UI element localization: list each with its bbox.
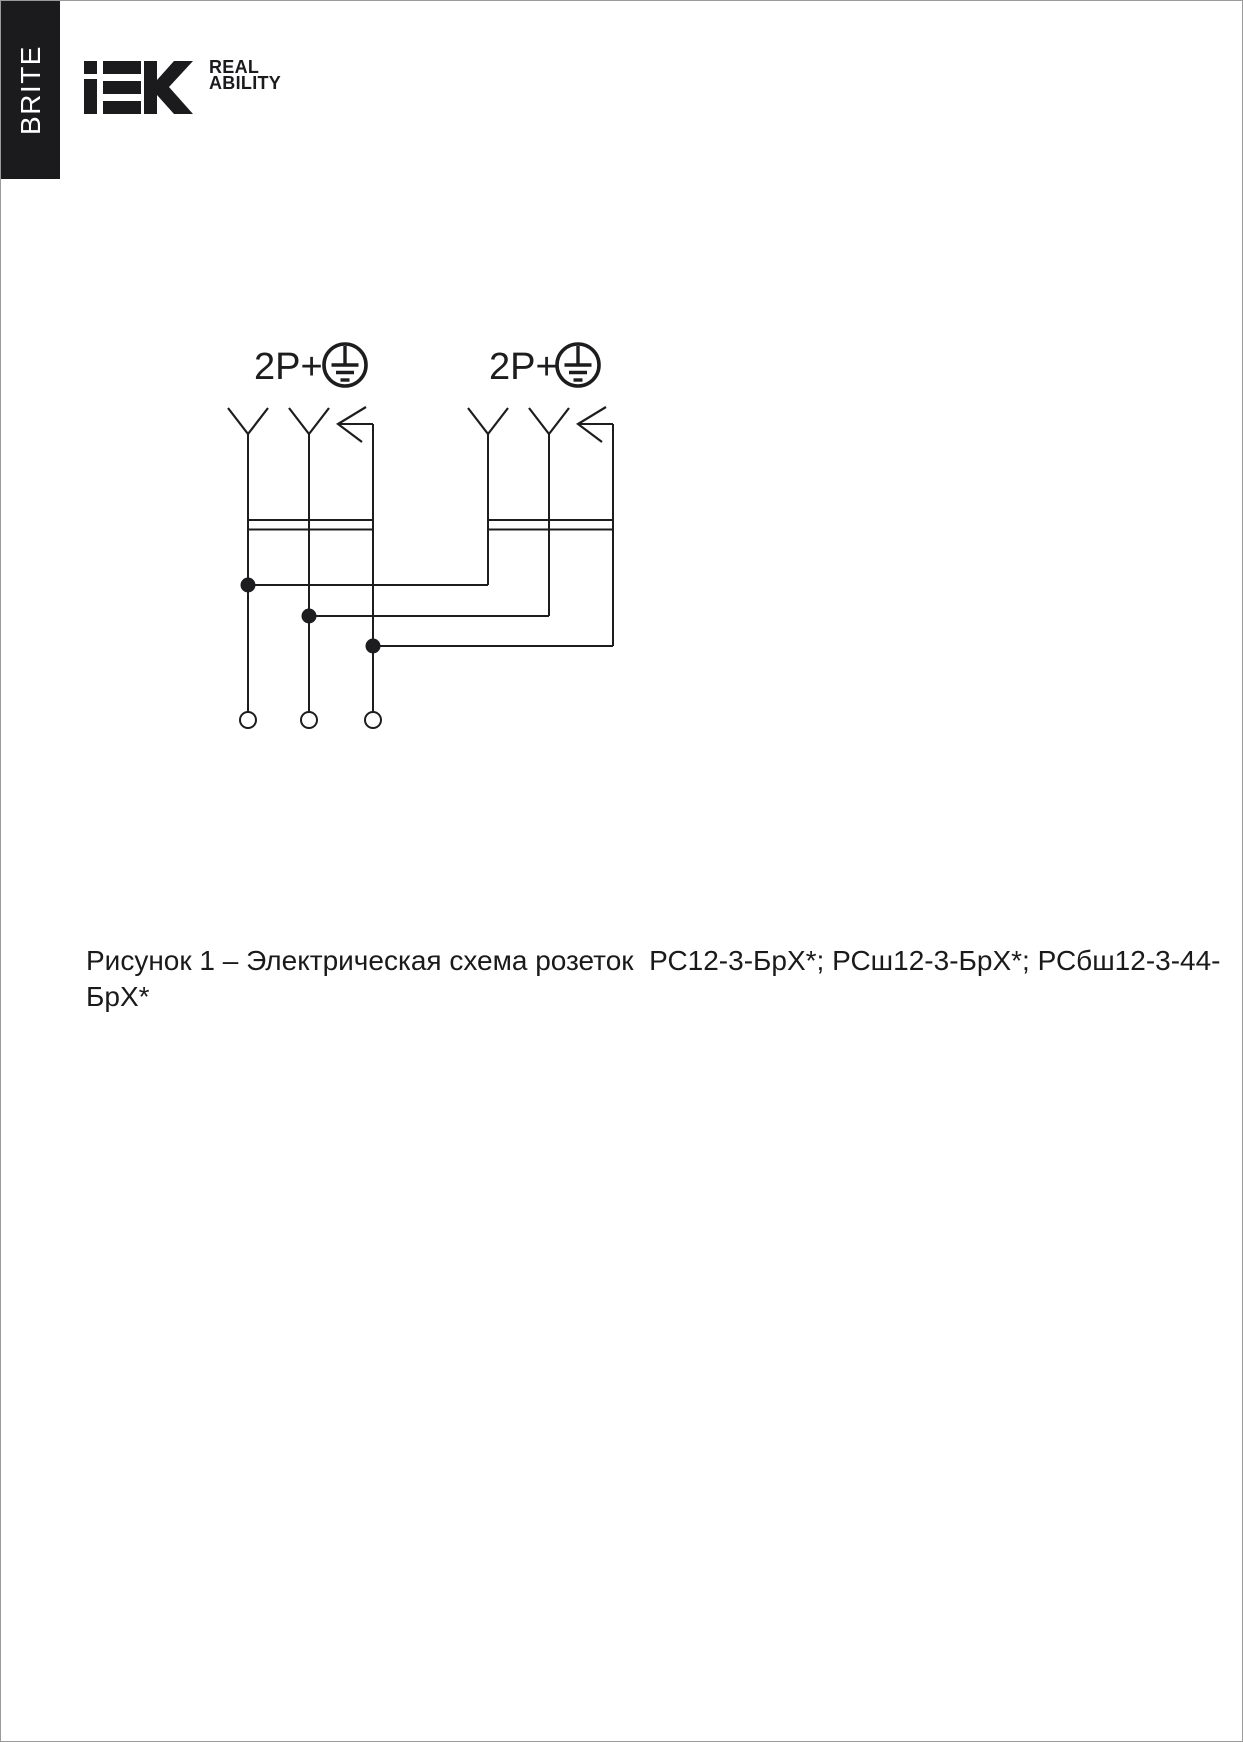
terminal-circle (365, 712, 381, 728)
socket-label-right: 2P+ (489, 346, 558, 388)
protective-earth-icon (324, 344, 366, 386)
junction-dot (366, 639, 381, 654)
fork-contact-icon (289, 408, 329, 434)
terminal-circle (240, 712, 256, 728)
socket-label-left: 2P+ (254, 346, 323, 388)
wiring-diagram (1, 1, 1243, 781)
brite-series-label: BRITE (14, 45, 46, 135)
interconnect-wires (241, 578, 614, 654)
earth-arrow-contact-icon (338, 407, 373, 442)
socket-group-right (468, 344, 613, 646)
terminal-circle (301, 712, 317, 728)
tagline-line2: ABILITY (209, 73, 282, 93)
junction-dot (302, 609, 317, 624)
tagline-line1: REAL (209, 57, 260, 77)
fork-contact-icon (468, 408, 508, 434)
fork-contact-icon (228, 408, 268, 434)
junction-dot (241, 578, 256, 593)
earth-arrow-contact-icon (578, 407, 613, 442)
socket-group-left (228, 344, 381, 728)
fork-contact-icon (529, 408, 569, 434)
figure-caption: Рисунок 1 – Электрическая схема розеток РС12-3-БрХ*; РСш12-3-БрХ*; РСбш12-3-44-БрХ* (86, 945, 1221, 1012)
protective-earth-icon (557, 344, 599, 386)
